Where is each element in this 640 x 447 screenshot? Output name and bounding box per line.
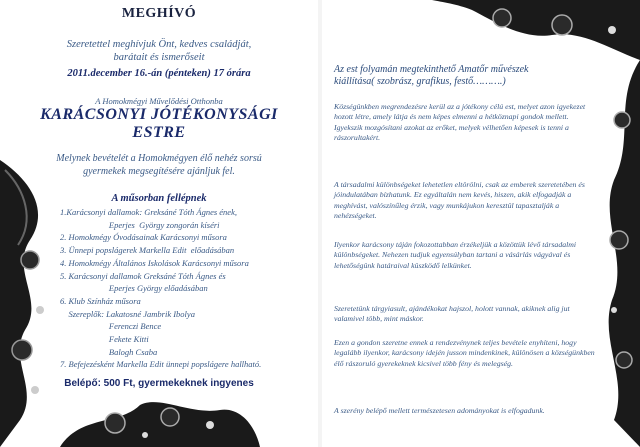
program-item: Szereplők: Lakatosné Jambrik Ibolya: [60, 308, 195, 319]
program-item: 3. Ünnepi popslágerek Markella Edit előadásában: [60, 245, 235, 256]
event-name-line: KARÁCSONYI JÓTÉKONYSÁGI: [40, 106, 278, 123]
invitation-title: MEGHÍVÓ: [121, 6, 197, 21]
program-item: 1.Karácsonyi dallamok: Greksáné Tóth Ágnes ének,: [60, 207, 237, 217]
program-item: 2. Homokmégy Óvodásainak Karácsonyi műsora: [60, 232, 227, 243]
invite-text: [0, 38, 318, 64]
paragraph: Ilyenkor karácsony táján fokozottabban érzékeljük a közöttük lévő társadalmi különbségeket. Nehezen tudjuk egyensúlyban tartani a vásárlás vágyával és lehetőségünk határaival küszködő lelkünket.: [334, 240, 577, 270]
right-page: [322, 0, 640, 447]
heading-line: kiállítása( szobrász, grafikus, festő……….): [334, 76, 506, 87]
program-heading: A műsorban fellépnek: [111, 193, 207, 204]
left-page: [0, 0, 318, 447]
program-list: [60, 206, 320, 371]
entry-fee: Belépő: 500 Ft, gyermekeknek ingyenes: [64, 378, 254, 389]
program-item: Fekete Kitti: [60, 334, 149, 345]
program-item: 7. Befejezésként Markella Edit ünnepi popslágere hallható.: [60, 359, 262, 370]
paragraph: Községünkben megrendezésre kerül az a jótékony célú est, melyet azon igyekezet hozott létre, amely látja és nem képes elmenni a hétköznapi gondok mellett. Igyekszik mozgósítani azokat az erőket, melyek vélhetően képesek is tenni a rászorultakért.: [334, 102, 586, 143]
floral-ornament-icon: [432, 0, 640, 60]
floral-ornament-icon: [594, 60, 640, 447]
program-item: 5. Karácsonyi dallamok Greksáné Tóth Ágnes és: [60, 270, 226, 281]
program-item: Eperjes György előadásában: [60, 283, 208, 294]
event-name-line: ESTRE: [132, 124, 186, 141]
event-name: [0, 106, 318, 142]
heading-line: Az est folyamán megtekinthető Amatőr művészek: [334, 64, 529, 75]
invite-line: barátait és ismerőseit: [113, 52, 205, 63]
purpose-line: gyermekek megsegítésére ajánljuk fel.: [83, 166, 235, 177]
floral-ornament-icon: [60, 395, 260, 447]
program-item: 4. Homokmégy Általános Iskolások Karácsonyi műsora: [60, 257, 249, 268]
organizer: A Homokmégyi Művelődési Otthonba: [95, 96, 223, 106]
paragraph: A társadalmi különbségeket lehetetlen eltörölni, csak az emberek szeretetében és jóindulatában bízhatunk. Ez egyáltalán nem kevés, hiszen, akik elfogadják a meghívást, valószínűleg érzik, vagy munkájukon keresztül tapasztalják a nehézségeket.: [334, 180, 585, 221]
floral-ornament-icon: [0, 150, 62, 447]
paragraph: Ezen a gondon szeretne ennek a rendezvénynek teljes bevétele enyhíteni, hogy legalább ilyenkor, karácsony idején jusson mindenkinek, különösen a községünkben élő rászoruló gyerekeknek kicsivel több fény és melegség.: [334, 338, 595, 368]
paragraph: Szeretetünk tárgyiasult, ajándékokat hajszol, holott vannak, akiknek alig jut valamivel több, mint máskor.: [334, 304, 570, 324]
program-item: Ferenczi Bence: [60, 321, 162, 332]
exhibition-heading: [334, 64, 624, 88]
program-item: 6. Klub Színház műsora: [60, 295, 141, 306]
event-date: 2011.december 16.-án (pénteken) 17 órára: [67, 68, 251, 79]
invite-line: Szeretettel meghívjuk Önt, kedves családját,: [66, 39, 252, 50]
program-item: Balogh Csaba: [60, 346, 158, 357]
program-item: Eperjes György zongorán kíséri: [60, 219, 220, 230]
purpose-line: Melynek bevételét a Homokmégyen élő nehéz sorsú: [56, 153, 262, 164]
paragraph: A szerény belépő mellett természetesen adományokat is elfogadunk.: [334, 406, 545, 415]
